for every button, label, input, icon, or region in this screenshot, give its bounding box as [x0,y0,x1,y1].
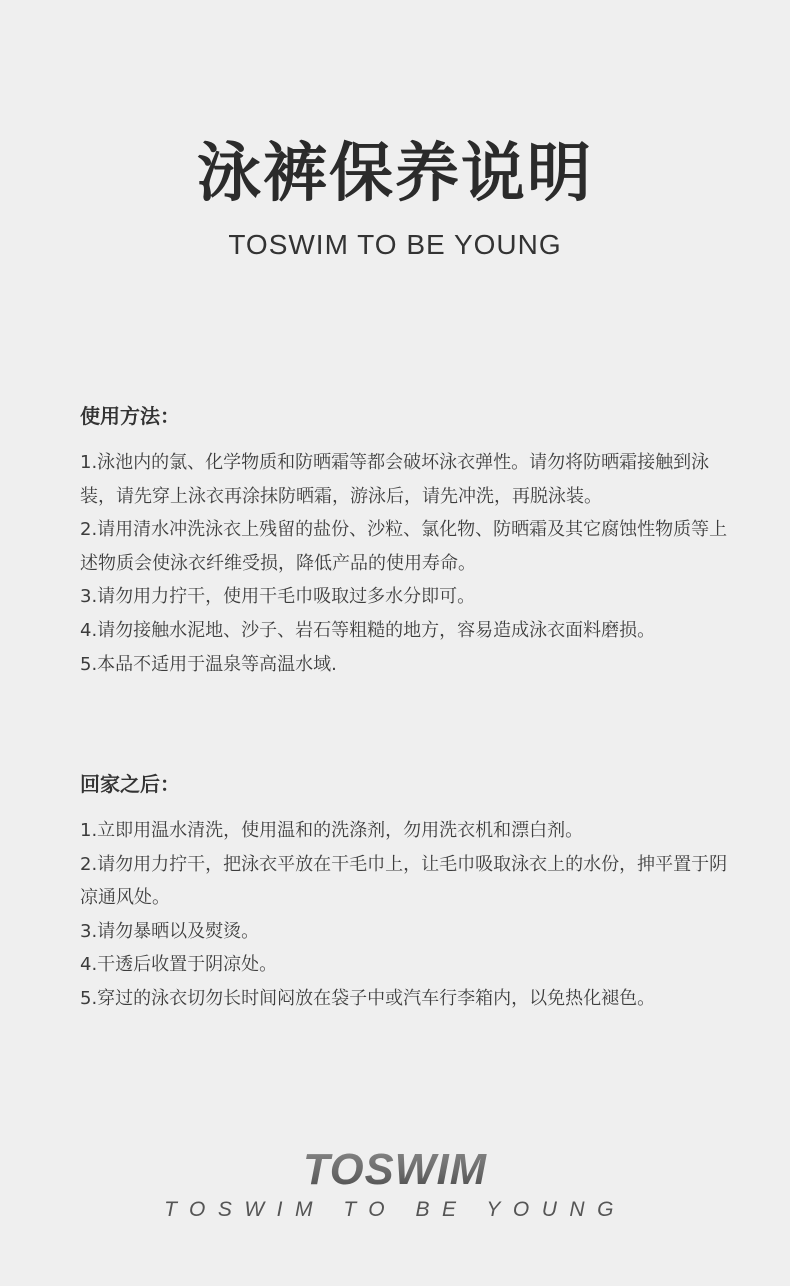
usage-section [80,402,740,681]
usage-item: 4.请勿接触水泥地、沙子、岩石等粗糙的地方，容易造成泳衣面料磨损。 [80,619,656,641]
care-item: 2.请勿用力拧干，把泳衣平放在干毛巾上，让毛巾吸取泳衣上的水份，抻平置于阴凉通风处。 [80,853,728,909]
footer-tagline: TOSWIM TO BE YOUNG [164,1198,626,1221]
page-subtitle: TOSWIM TO BE YOUNG [228,229,562,260]
page-title: 泳裤保养说明 [197,137,593,211]
usage-item: 3.请勿用力拧干，使用干毛巾吸取过多水分即可。 [80,586,476,608]
usage-item: 1.泳池内的氯、化学物质和防晒霜等都会破坏泳衣弹性。请勿将防晒霜接触到泳装，请先穿上泳衣再涂抹防晒霜，游泳后，请先冲洗，再脱泳装。 [80,452,710,507]
care-item: 3.请勿暴晒以及熨烫。 [80,920,260,942]
logo-text: TOSWIM [303,1146,488,1192]
toswim-logo [0,1146,790,1192]
care-item: 5.穿过的泳衣切勿长时间闷放在袋子中或汽车行李箱内，以免热化褪色。 [80,987,656,1009]
care-item: 4.干透后收置于阴凉处。 [80,954,278,976]
care-heading: 回家之后： [80,772,180,796]
care-item: 1.立即用温水清洗，使用温和的洗涤剂，勿用洗衣机和漂白剂。 [80,820,584,841]
usage-item: 5.本品不适用于温泉等高温水域. [80,653,337,675]
usage-item: 2.请用清水冲洗泳衣上残留的盐份、沙粒、氯化物、防晒霜及其它腐蚀性物质等上述物质会使泳衣纤维受损，降低产品的使用寿命。 [80,519,728,574]
usage-heading: 使用方法： [80,404,180,428]
care-section [80,770,740,1016]
